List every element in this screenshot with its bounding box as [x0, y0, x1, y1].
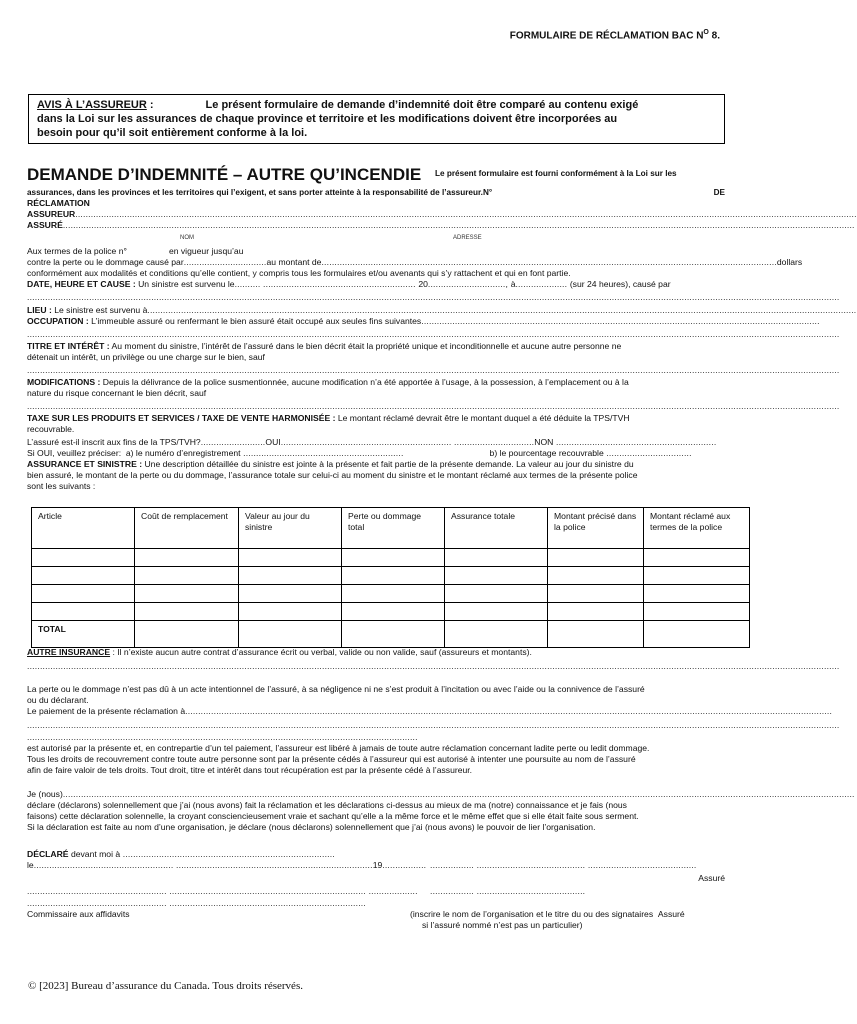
- assurance-sinistre-paragraph: ASSURANCE ET SINISTRE : Une description détaillée du sinistre est jointe à la présente et fait partie de la présente demande. La valeur au jour du sinistre du bien assuré, le montant de la perte ou du dommage, l’assurance totale sur celui-ci au moment du sinistre et le montant réclamé aux termes de la présente police sont les suivants :: [27, 459, 638, 491]
- table-total-row[interactable]: [32, 621, 750, 648]
- form-intro-1: Le présent formulaire est fourni conformément à la Loi sur les: [435, 169, 677, 178]
- inscrire-note: (inscrire le nom de l’organisation et le titre du ou des signataires Assuré si l’assuré nommé n’est pas un particulier): [410, 909, 685, 930]
- date-line[interactable]: DATE, HEURE ET CAUSE : Un sinistre est survenu le.......... ........................................................... 20.............................., à.................... (sur 24 heures), causé par: [27, 279, 671, 289]
- declare-devant-line[interactable]: DÉCLARÉ devant moi à ..................................................................................: [27, 849, 335, 859]
- assure-field[interactable]: ASSURÉ..................................................................................................................................................................................................................................................................................................................: [27, 220, 855, 230]
- assureur-field[interactable]: ASSUREUR..............................................................................................................................................................................................................................................................................................................: [27, 209, 857, 219]
- col-assurance: Assurance totale: [445, 508, 548, 549]
- notice-text-3: besoin pour qu’il soit entièrement conforme à la loi.: [37, 127, 308, 139]
- titre-paragraph: TITRE ET INTÉRÊT : Au moment du sinistre, l’intérêt de l’assuré dans le bien décrit était la propriété unique et inconditionnelle et aucune autre personne ne détenait un intérêt, un privilège ou une charge sur le bien, sauf: [27, 341, 622, 362]
- autorisation-paragraph: est autorisé par la présente et, en contrepartie d’un tel paiement, l’assureur est libéré à jamais de toute autre réclamation concernant ladite perte ou ledit dommage. Tous les droits de recouvrement contre toute autre personne sont par la présente cédés à l’assureur qui est autorisé à intenter une poursuite au nom de l’assuré afin de faire valoir de tels droits. Tout droit, titre et intérêt dans tout récupération est par la présente cédé à l’assureur.: [27, 743, 650, 775]
- policy-line[interactable]: Aux termes de la police n° en vigueur jusqu’au: [27, 246, 244, 256]
- paiement-line-3[interactable]: .......................................................................................................................................................: [27, 732, 418, 742]
- conform-text: conformément aux modalités et conditions qu’elle contient, y compris tous les formulaires et/ou avenants qui s’y rattachent et qui en font partie.: [27, 268, 571, 278]
- modifications-line[interactable]: ..........................................................................................................................................................................................................................................................................................................................: [27, 401, 840, 411]
- form-intro-2: assurances, dans les provinces et les territoires qui l’exigent, et sans porter atteinte à la responsabilité de l’assureur.N° DE: [27, 188, 725, 197]
- table-header-row: [32, 508, 750, 549]
- form-title: DEMANDE D’INDEMNITÉ – AUTRE QU’INCENDIE: [27, 165, 422, 184]
- paiement-line[interactable]: Le paiement de la présente réclamation à..........................................................................................................................................................................................................................................................: [27, 706, 833, 716]
- occupation-line[interactable]: OCCUPATION : L’immeuble assuré ou renfermant le bien assuré était occupé aux seules fins suivantes..........................................................................................................................................................: [27, 316, 820, 326]
- col-valeur: Valeur au jour du sinistre: [239, 508, 342, 549]
- date-signature-line[interactable]: le...................................................... ............................................................................19.................: [27, 860, 427, 870]
- claims-table: [31, 507, 750, 648]
- assure-signature-line-1[interactable]: ................. .......................................... ..........................................: [430, 860, 697, 870]
- table-row[interactable]: [32, 585, 750, 603]
- lieu-line[interactable]: LIEU : Le sinistre est survenu à..................................................................................................................................................................................................................................................................................: [27, 305, 857, 315]
- notice-text-2: dans la Loi sur les assurances de chaque province et territoire et les modifications doivent être incorporées au: [37, 113, 618, 125]
- tax-paragraph: TAXE SUR LES PRODUITS ET SERVICES / TAXE DE VENTE HARMONISÉE : Le montant réclamé devrait être le montant duquel a été déduite la TPS/TVH recouvrable.: [27, 413, 630, 434]
- copyright-footer: © [2023] Bureau d’assurance du Canada. Tous droits réservés.: [28, 980, 303, 992]
- witness-line-1[interactable]: ...................................................... ............................................................................ ...................: [27, 886, 418, 896]
- table-row[interactable]: [32, 567, 750, 585]
- col-cout: Coût de remplacement: [135, 508, 239, 549]
- insurer-notice-box: AVIS À L’ASSUREUR : Le présent formulaire de demande d’indemnité doit être comparé au contenu exigé dans la Loi sur les assurances de chaque province et territoire et les modifications doivent être incorporées au besoin pour qu’il soit entièrement conforme à la loi.: [28, 94, 725, 144]
- tax-details-line[interactable]: Si OUI, veuillez préciser: a) le numéro d’enregistrement .............................................................. b) le pourcentage recouvrable .................................: [27, 448, 692, 458]
- autre-assurance-text: AUTRE INSURANCE : Il n’existe aucun autre contrat d’assurance écrit ou verbal, valide ou non valide, sauf (assureurs et montants).: [27, 647, 532, 657]
- cause-line[interactable]: ..........................................................................................................................................................................................................................................................................................................................: [27, 292, 840, 302]
- titre-line[interactable]: ..........................................................................................................................................................................................................................................................................................................................: [27, 365, 840, 375]
- autre-assurance-line[interactable]: ..........................................................................................................................................................................................................................................................................................................................: [27, 661, 840, 671]
- assure-label-1: Assuré: [698, 873, 725, 883]
- modifications-paragraph: MODIFICATIONS : Depuis la délivrance de la police susmentionnée, aucune modification n’a été apportée à l’usage, à la possession, à l’emplacement ou à la nature du risque concernant le bien décrit, sauf: [27, 377, 629, 398]
- reclamation-label: RÉCLAMATION: [27, 198, 90, 208]
- col-article: Article: [32, 508, 135, 549]
- notice-label: AVIS À L’ASSUREUR: [37, 99, 147, 111]
- perte-paragraph: La perte ou le dommage n’est pas dû à un acte intentionnel de l’assuré, à sa négligence ni ne s’est produit à l’incitation ou avec l’aide ou la connivence de l’assuré ou du déclarant.: [27, 684, 645, 705]
- declaration-paragraph: déclare (déclarons) solennellement que j’ai (nous avons) fait la réclamation et les déclarations ci-dessus au mieux de ma (notre) connaissance et je fais (nous faisons) cette déclaration solennelle, la croyant consciencieusement vraie et sachant qu’elle a la même force et le même effet que si elle était faite sous serment. Si la déclaration est faite au nom d’une organisation, je déclare (nous déclarons) solennellement que j’ai (nous avons) le pouvoir de lier l’organisation.: [27, 800, 639, 832]
- col-perte: Perte ou dommage total: [342, 508, 445, 549]
- paiement-line-2[interactable]: ..........................................................................................................................................................................................................................................................................................................................: [27, 720, 840, 730]
- table-row[interactable]: [32, 603, 750, 621]
- table-row[interactable]: [32, 549, 750, 567]
- witness-line-2[interactable]: ...................................................... ............................................................................: [27, 898, 366, 908]
- commissaire-label: Commissaire aux affidavits: [27, 909, 130, 919]
- col-montant-precise: Montant précisé dans la police: [548, 508, 644, 549]
- adresse-label: ADRESSE: [453, 235, 482, 241]
- form-number-header: FORMULAIRE DE RÉCLAMATION BAC $N^O$ 8.: [509, 29, 720, 42]
- col-montant-reclame: Montant réclamé aux termes de la police: [644, 508, 750, 549]
- je-nous-line[interactable]: Je (nous)..................................................................................................................................................................................................................................................................................................................: [27, 789, 855, 799]
- total-label: TOTAL: [32, 621, 135, 648]
- notice-text-1: Le présent formulaire de demande d’indemnité doit être comparé au contenu exigé: [205, 99, 639, 111]
- assure-signature-line-2[interactable]: ................. ..........................................: [430, 886, 586, 896]
- occupation-line-2[interactable]: ..........................................................................................................................................................................................................................................................................................................................: [27, 329, 840, 339]
- loss-amount-line[interactable]: contre la perte ou le dommage causé par................................au montant de................................................................................................................................................................................dollars: [27, 257, 803, 267]
- nom-label: NOM: [180, 235, 194, 241]
- tax-registered-line[interactable]: L’assuré est-il inscrit aux fins de la TPS/TVH?.........................OUI.................................................................. ...............................NON ..............................................................: [27, 437, 717, 447]
